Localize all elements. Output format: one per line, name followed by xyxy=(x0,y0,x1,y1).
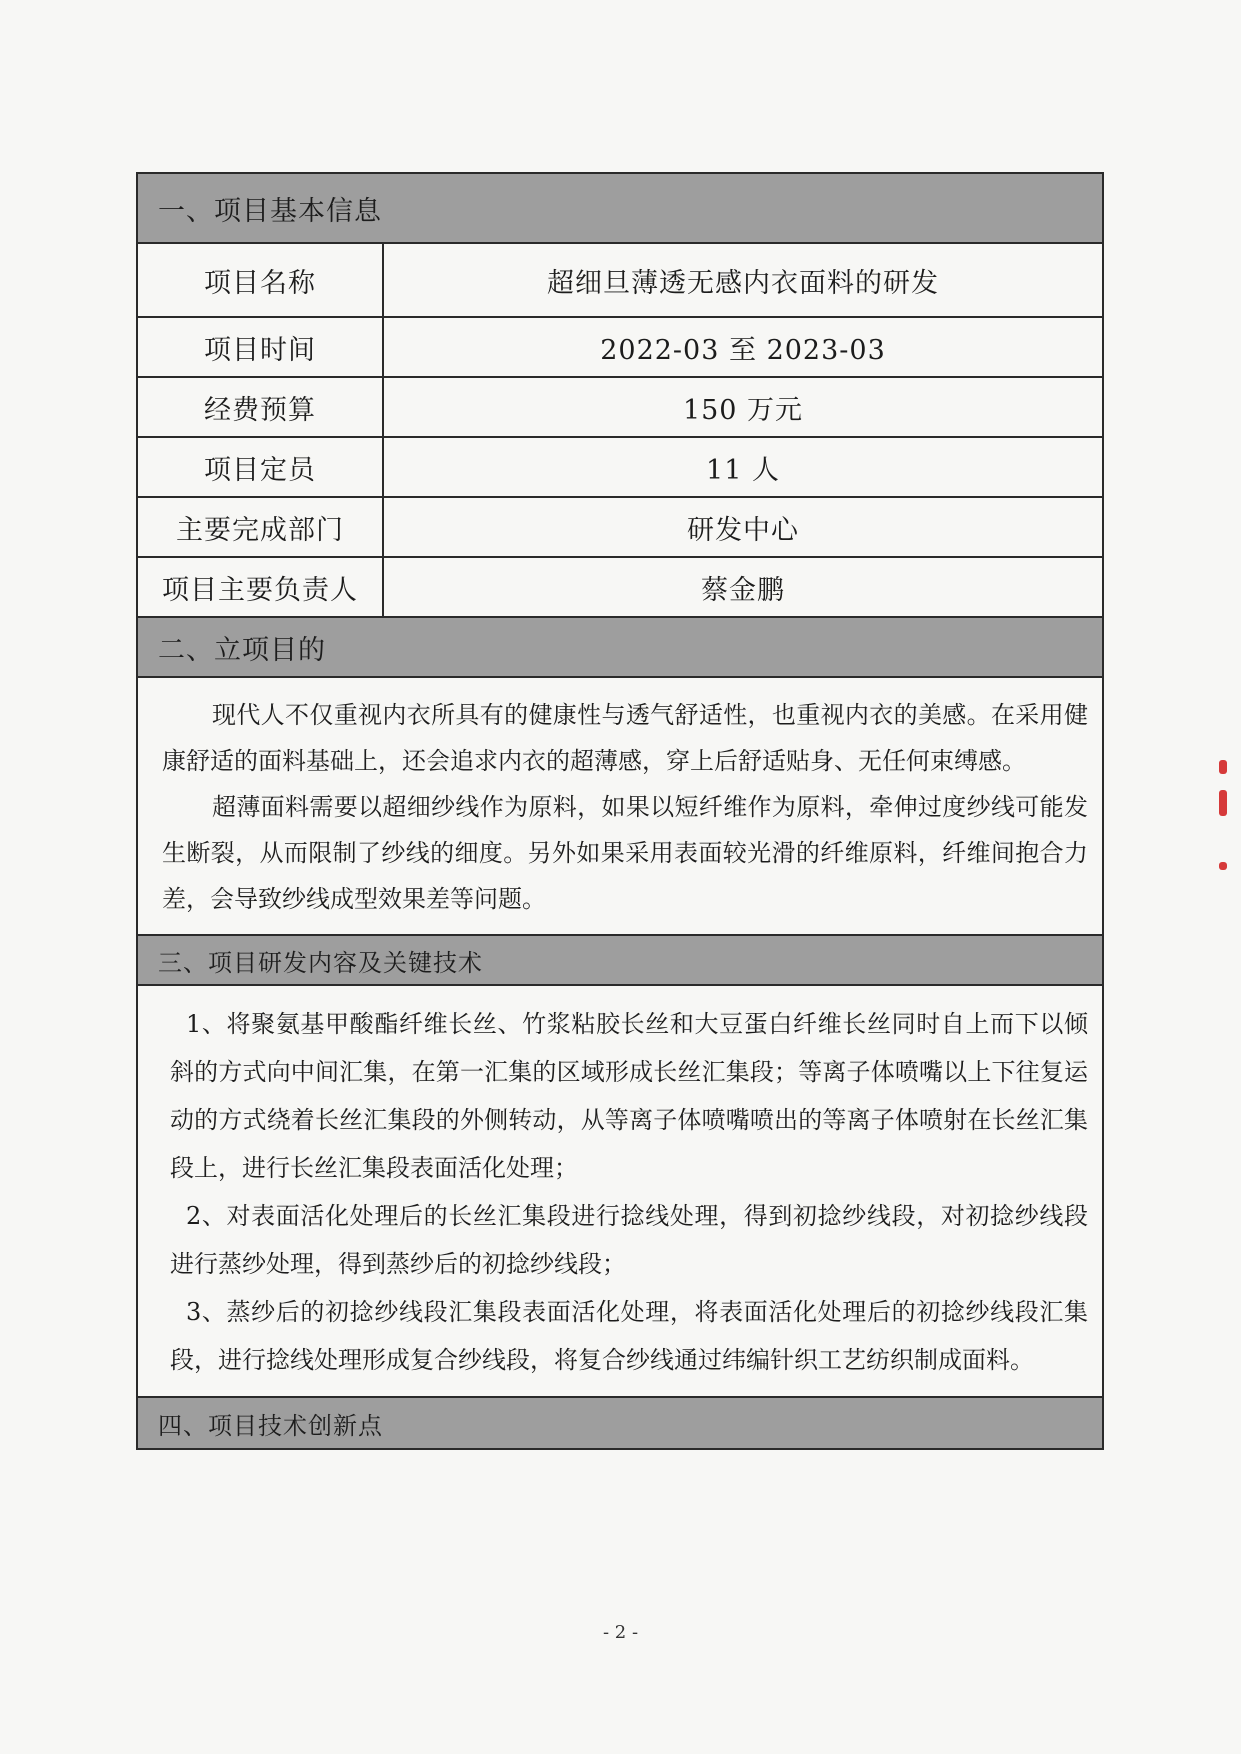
section-3-header xyxy=(138,936,1102,986)
section-3-title: 三、项目研发内容及关键技术 xyxy=(158,948,483,977)
info-value: 蔡金鹏 xyxy=(701,574,785,606)
info-label: 项目时间 xyxy=(138,318,384,376)
info-value: 2022-03 至 2023-03 xyxy=(600,334,886,366)
info-label: 经费预算 xyxy=(138,378,384,436)
info-label: 主要完成部门 xyxy=(138,498,384,556)
info-value: 11 人 xyxy=(706,454,780,486)
info-value: 研发中心 xyxy=(687,514,799,546)
section-2-title: 二、立项目的 xyxy=(158,634,326,666)
section-2-header xyxy=(138,618,1102,678)
section-4-header xyxy=(138,1398,1102,1448)
info-row-staff xyxy=(138,438,1102,498)
seal-edge-mark xyxy=(1219,862,1227,870)
tech-item: 1、将聚氨基甲酸酯纤维长丝、竹浆粘胶长丝和大豆蛋白纤维长丝同时自上而下以倾斜的方式向中间汇集，在第一汇集的区域形成长丝汇集段；等离子体喷嘴以上下往复运动的方式绕着长丝汇集段的外侧转动，从等离子体喷嘴喷出的等离子体喷射在长丝汇集段上，进行长丝汇集段表面活化处理； xyxy=(170,1010,1088,1182)
info-label: 项目定员 xyxy=(138,438,384,496)
section-3-body xyxy=(138,986,1102,1398)
info-row-project-time xyxy=(138,318,1102,378)
info-value: 150 万元 xyxy=(682,394,804,426)
paragraph: 超薄面料需要以超细纱线作为原料，如果以短纤维作为原料，牵伸过度纱线可能发生断裂，从而限制了纱线的细度。另外如果采用表面较光滑的纤维原料，纤维间抱合力差，会导致纱线成型效果差等问题。 xyxy=(162,793,1088,913)
seal-edge-mark xyxy=(1219,790,1227,816)
paragraph: 现代人不仅重视内衣所具有的健康性与透气舒适性，也重视内衣的美感。在采用健康舒适的面料基础上，还会追求内衣的超薄感，穿上后舒适贴身、无任何束缚感。 xyxy=(162,701,1088,775)
section-1-title: 一、项目基本信息 xyxy=(158,195,382,227)
info-label: 项目主要负责人 xyxy=(138,558,384,616)
page-number: - 2 - xyxy=(602,1622,639,1643)
info-row-project-name xyxy=(138,244,1102,318)
info-row-lead xyxy=(138,558,1102,618)
seal-edge-mark xyxy=(1219,760,1227,774)
info-label: 项目名称 xyxy=(138,244,384,316)
info-row-department xyxy=(138,498,1102,558)
project-form xyxy=(136,172,1104,1450)
info-value: 超细旦薄透无感内衣面料的研发 xyxy=(547,267,939,299)
tech-item: 2、对表面活化处理后的长丝汇集段进行捻线处理，得到初捻纱线段，对初捻纱线段进行蒸纱处理，得到蒸纱后的初捻纱线段； xyxy=(170,1202,1088,1278)
tech-item: 3、蒸纱后的初捻纱线段汇集段表面活化处理，将表面活化处理后的初捻纱线段汇集段，进行捻线处理形成复合纱线段，将复合纱线通过纬编针织工艺纺织制成面料。 xyxy=(170,1298,1088,1374)
section-2-body xyxy=(138,678,1102,936)
info-row-budget xyxy=(138,378,1102,438)
section-1-header xyxy=(138,174,1102,244)
section-4-title: 四、项目技术创新点 xyxy=(158,1411,383,1440)
